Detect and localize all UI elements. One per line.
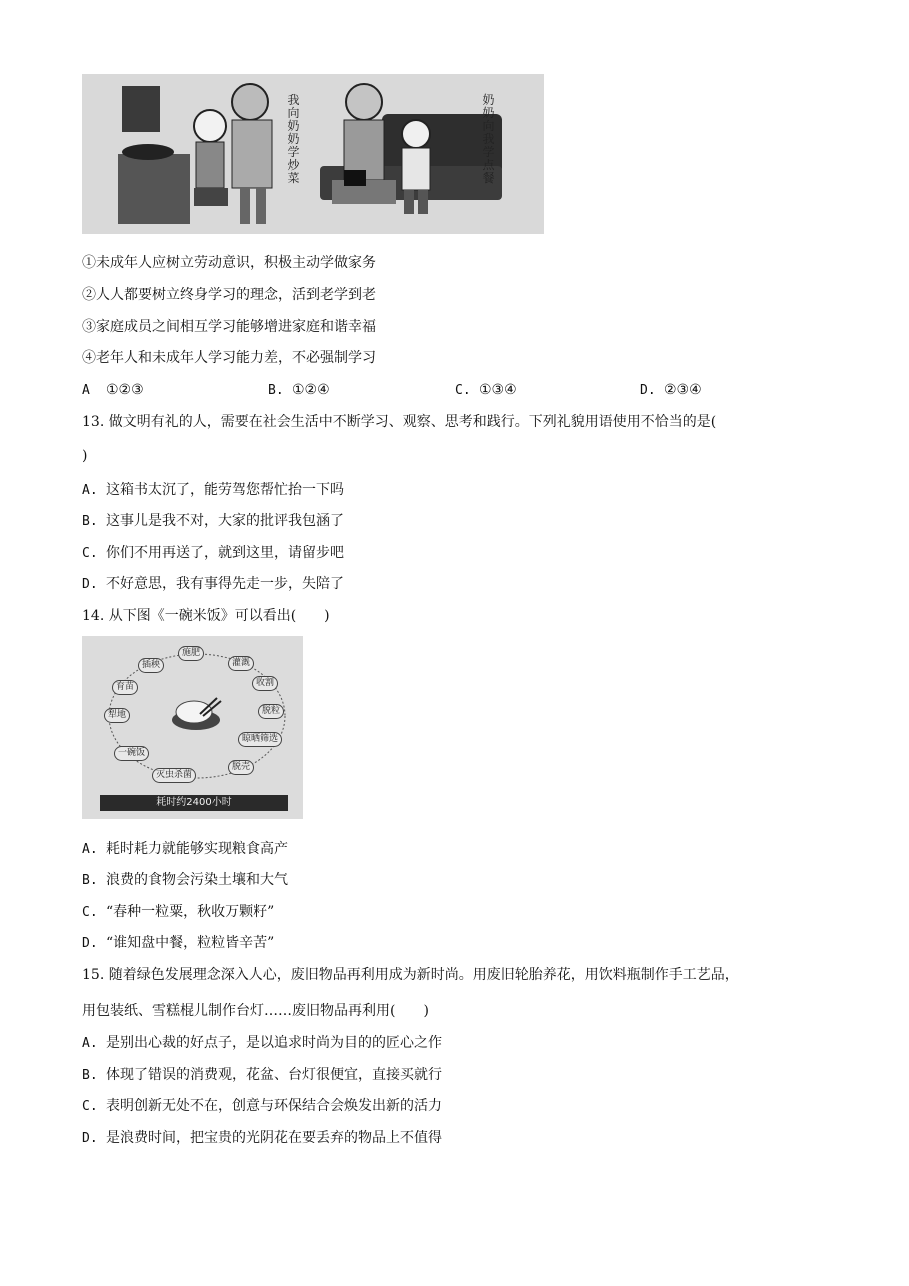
- q14-option-b[interactable]: [82, 870, 288, 891]
- grandma2-head-shape: [346, 84, 382, 120]
- q15-stem-cont: 用包装纸、雪糕棍儿制作台灯……废旧物品再利用( ): [82, 1003, 429, 1019]
- option-text: “春种一粒粟，秋收万颗籽”: [106, 904, 275, 920]
- statement-2: ②人人都要树立终身学习的理念，活到老学到老: [82, 287, 376, 303]
- option-letter: B.: [82, 873, 98, 888]
- option-text: “谁知盘中餐，粒粒皆辛苦”: [106, 935, 275, 951]
- option-text: ②③④: [664, 382, 702, 398]
- node-fertilize: 施肥: [178, 646, 204, 661]
- boy-head-shape: [194, 110, 226, 142]
- option-text: ①②③: [106, 382, 144, 398]
- option-letter: D.: [82, 1131, 98, 1146]
- q14-option-d[interactable]: [82, 933, 274, 954]
- boy-body-shape: [196, 142, 224, 188]
- node-plow: 犁地: [104, 708, 130, 723]
- rice-cycle-diagram: [82, 636, 303, 819]
- time-bar: 耗时约2400小时: [100, 795, 288, 811]
- q12-option-c[interactable]: [455, 380, 517, 401]
- q14-option-a[interactable]: [82, 839, 288, 860]
- q13-stem-cont: ): [82, 448, 88, 464]
- node-seedling: 育苗: [112, 680, 138, 695]
- option-text: ①②④: [292, 382, 330, 398]
- q14-stem: 14. 从下图《一碗米饭》可以看出( ): [82, 608, 330, 624]
- option-letter: D.: [82, 936, 98, 951]
- cartoon-illustration: [82, 74, 544, 234]
- grandma-head-shape: [232, 84, 268, 120]
- q13-option-a[interactable]: [82, 480, 344, 501]
- statement-4: ④老年人和未成年人学习能力差，不必强制学习: [82, 350, 376, 366]
- option-text: 这箱书太沉了，能劳驾您帮忙抬一下吗: [106, 482, 344, 498]
- option-letter: B.: [82, 514, 98, 529]
- option-text: 是别出心裁的好点子，是以追求时尚为目的的匠心之作: [106, 1035, 442, 1051]
- option-letter: A.: [82, 483, 98, 498]
- q15-option-b[interactable]: [82, 1065, 442, 1086]
- option-text: 这事儿是我不对，大家的批评我包涵了: [106, 513, 344, 529]
- node-husk: 脱壳: [228, 760, 254, 775]
- q15-option-a[interactable]: [82, 1033, 442, 1054]
- q12-option-b[interactable]: [268, 380, 330, 401]
- option-text: 是浪费时间，把宝贵的光阴花在要丢弃的物品上不值得: [106, 1130, 442, 1146]
- wok-shape: [122, 144, 174, 160]
- option-text: ①③④: [479, 382, 517, 398]
- q13-stem: 13. 做文明有礼的人，需要在社会生活中不断学习、观察、思考和践行。下列礼貌用语使用不恰当的是(: [82, 414, 717, 430]
- option-letter: B.: [82, 1068, 98, 1083]
- option-letter: A: [82, 383, 90, 398]
- stool-shape: [194, 188, 228, 206]
- option-text: 你们不用再送了，就到这里，请留步吧: [106, 545, 344, 561]
- q13-option-d[interactable]: [82, 574, 344, 595]
- option-text: 耗时耗力就能够实现粮食高产: [106, 841, 288, 857]
- q12-option-d[interactable]: [640, 380, 702, 401]
- q15-option-d[interactable]: [82, 1128, 442, 1149]
- node-transplant: 插秧: [138, 658, 164, 673]
- option-letter: B.: [268, 383, 284, 398]
- node-harvest: 收割: [252, 676, 278, 691]
- node-pest-control: 灭虫杀菌: [152, 768, 196, 783]
- phone-shape: [344, 170, 366, 186]
- option-text: 浪费的食物会污染土壤和大气: [106, 872, 288, 888]
- q12-option-a[interactable]: [82, 380, 144, 401]
- cycle-drawing: [82, 636, 303, 819]
- stove-shape: [118, 154, 190, 224]
- statement-1: ①未成年人应树立劳动意识，积极主动学做家务: [82, 255, 376, 271]
- q13-option-c[interactable]: [82, 543, 344, 564]
- node-thresh: 脱粒: [258, 704, 284, 719]
- q13-option-b[interactable]: [82, 511, 344, 532]
- option-letter: A.: [82, 1036, 98, 1051]
- option-letter: C.: [455, 383, 471, 398]
- caption-right: 奶奶向我学点餐: [482, 93, 495, 185]
- option-text: 表明创新无处不在，创意与环保结合会焕发出新的活力: [106, 1098, 442, 1114]
- range-hood-shape: [122, 86, 160, 132]
- option-text: 不好意思，我有事得先走一步，失陪了: [106, 576, 344, 592]
- q14-option-c[interactable]: [82, 902, 274, 923]
- boy2-head-shape: [402, 120, 430, 148]
- option-letter: C.: [82, 546, 98, 561]
- q15-option-c[interactable]: [82, 1096, 442, 1117]
- q15-stem: 15. 随着绿色发展理念深入人心，废旧物品再利用成为新时尚。用废旧轮胎养花，用饮料瓶制作手工艺品，: [82, 967, 739, 983]
- option-letter: D.: [640, 383, 656, 398]
- node-dry-sieve: 晾晒筛选: [238, 732, 282, 747]
- caption-left: 我向奶奶学炒菜: [287, 93, 300, 185]
- option-letter: D.: [82, 577, 98, 592]
- option-text: 体现了错误的消费观，花盆、台灯很便宜，直接买就行: [106, 1067, 442, 1083]
- option-letter: C.: [82, 1099, 98, 1114]
- cartoon-drawing: [82, 74, 544, 234]
- option-letter: A.: [82, 842, 98, 857]
- node-irrigate: 灌溉: [228, 656, 254, 671]
- grandma-body-shape: [232, 120, 272, 188]
- option-letter: C.: [82, 905, 98, 920]
- statement-3: ③家庭成员之间相互学习能够增进家庭和谐幸福: [82, 319, 376, 335]
- node-rice-bowl: 一碗饭: [114, 746, 149, 761]
